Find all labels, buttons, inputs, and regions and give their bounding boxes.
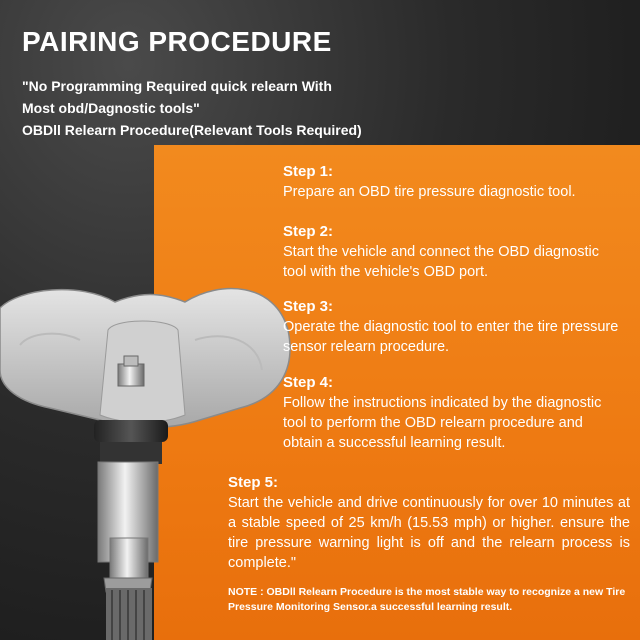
step-1-heading: Step 1: xyxy=(283,163,334,180)
step-4-heading: Step 4: xyxy=(283,374,334,391)
step-5 xyxy=(228,473,630,573)
step-3-text: Operate the diagnostic tool to enter the tire pressure sensor relearn procedure. xyxy=(283,319,619,355)
subtitle-line-1: "No Programming Required quick relearn With xyxy=(22,78,332,94)
page-title: PAIRING PROCEDURE xyxy=(22,26,332,57)
step-1-text: Prepare an OBD tire pressure diagnostic tool. xyxy=(283,184,576,200)
subtitle-line-3: OBDll Relearn Procedure(Relevant Tools Required) xyxy=(22,122,362,138)
step-2 xyxy=(283,222,623,282)
step-4-text: Follow the instructions indicated by the diagnostic tool to perform the OBD relearn procedure and obtain a successful learning result. xyxy=(283,395,602,451)
step-3 xyxy=(283,297,623,357)
step-5-heading: Step 5: xyxy=(228,474,279,491)
step-5-text: Start the vehicle and drive continuously for over 10 minutes at a stable speed of 25 km/h (15.53 mph) or higher. ensure the tire pressure warning light is off and the relearn process is complete." xyxy=(228,495,630,571)
step-2-text: Start the vehicle and connect the OBD diagnostic tool with the vehicle's OBD port. xyxy=(283,244,599,280)
subtitle-line-2: Most obd/Dagnostic tools" xyxy=(22,100,200,116)
step-4 xyxy=(283,373,623,453)
step-2-heading: Step 2: xyxy=(283,223,334,240)
note-text: NOTE : OBDll Relearn Procedure is the most stable way to recognize a new Tire Pressure Monitoring Sensor.a successful learning result. xyxy=(228,586,626,613)
step-3-heading: Step 3: xyxy=(283,298,334,315)
step-1 xyxy=(283,162,623,202)
